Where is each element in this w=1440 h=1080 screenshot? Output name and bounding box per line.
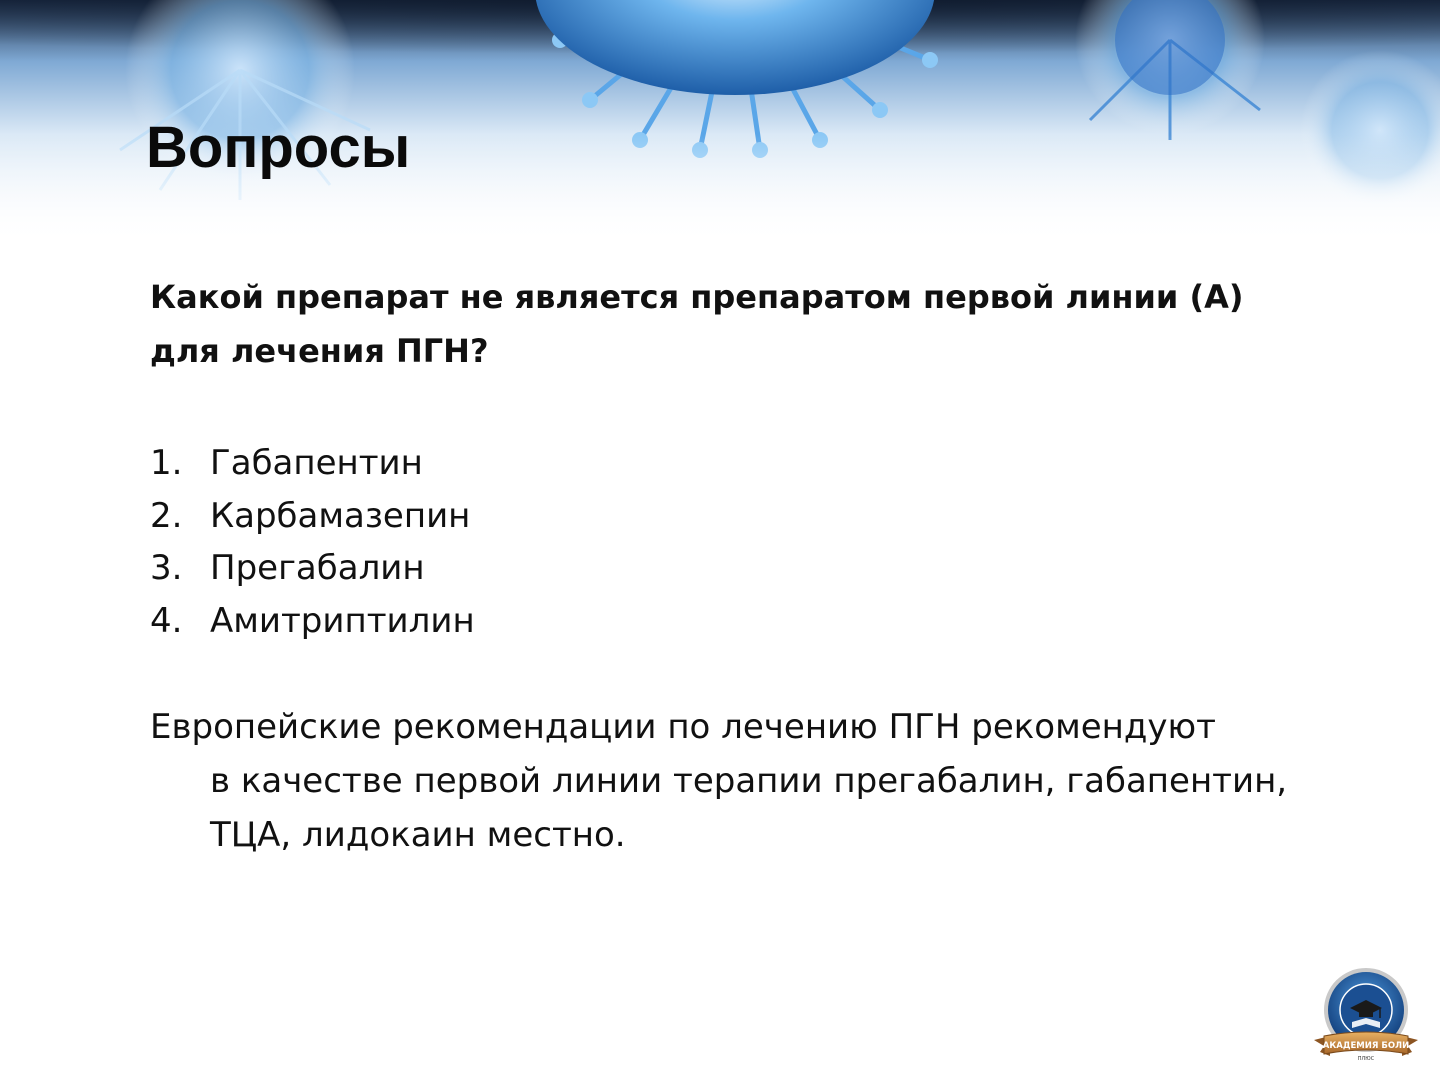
option-number: 3. bbox=[150, 548, 183, 588]
answer-option bbox=[150, 490, 475, 543]
logo-emblem bbox=[1306, 966, 1424, 1066]
question-line-2: для лечения ПГН? bbox=[150, 332, 489, 370]
note-line-1: Европейские рекомендации по лечению ПГН рекомендуют bbox=[150, 707, 1216, 747]
option-text: Амитриптилин bbox=[210, 600, 475, 641]
answer-option bbox=[150, 437, 475, 490]
option-text: Прегабалин bbox=[210, 548, 425, 588]
option-text: Габапентин bbox=[210, 443, 423, 483]
question-text bbox=[150, 270, 1330, 378]
academy-of-pain-logo bbox=[1306, 966, 1424, 1066]
option-number: 1. bbox=[150, 443, 183, 483]
slide-title: Вопросы bbox=[146, 115, 411, 180]
note-line-2: в качестве первой линии терапии прегабалин, габапентин, bbox=[210, 761, 1288, 801]
answer-options-list bbox=[150, 437, 475, 647]
option-text: Карбамазепин bbox=[210, 495, 471, 536]
answer-option bbox=[150, 542, 475, 595]
option-number: 4. bbox=[150, 600, 183, 641]
recommendation-note bbox=[150, 700, 1390, 862]
option-number: 2. bbox=[150, 495, 183, 536]
answer-option bbox=[150, 595, 475, 648]
question-line-1: Какой препарат не является препаратом первой линии (А) bbox=[150, 278, 1244, 316]
note-line-3: ТЦА, лидокаин местно. bbox=[210, 815, 626, 855]
logo-ribbon-text: АКАДЕМИЯ БОЛИ bbox=[1322, 1041, 1410, 1051]
logo-bottom-text: ПЛЮС bbox=[1357, 1056, 1375, 1062]
